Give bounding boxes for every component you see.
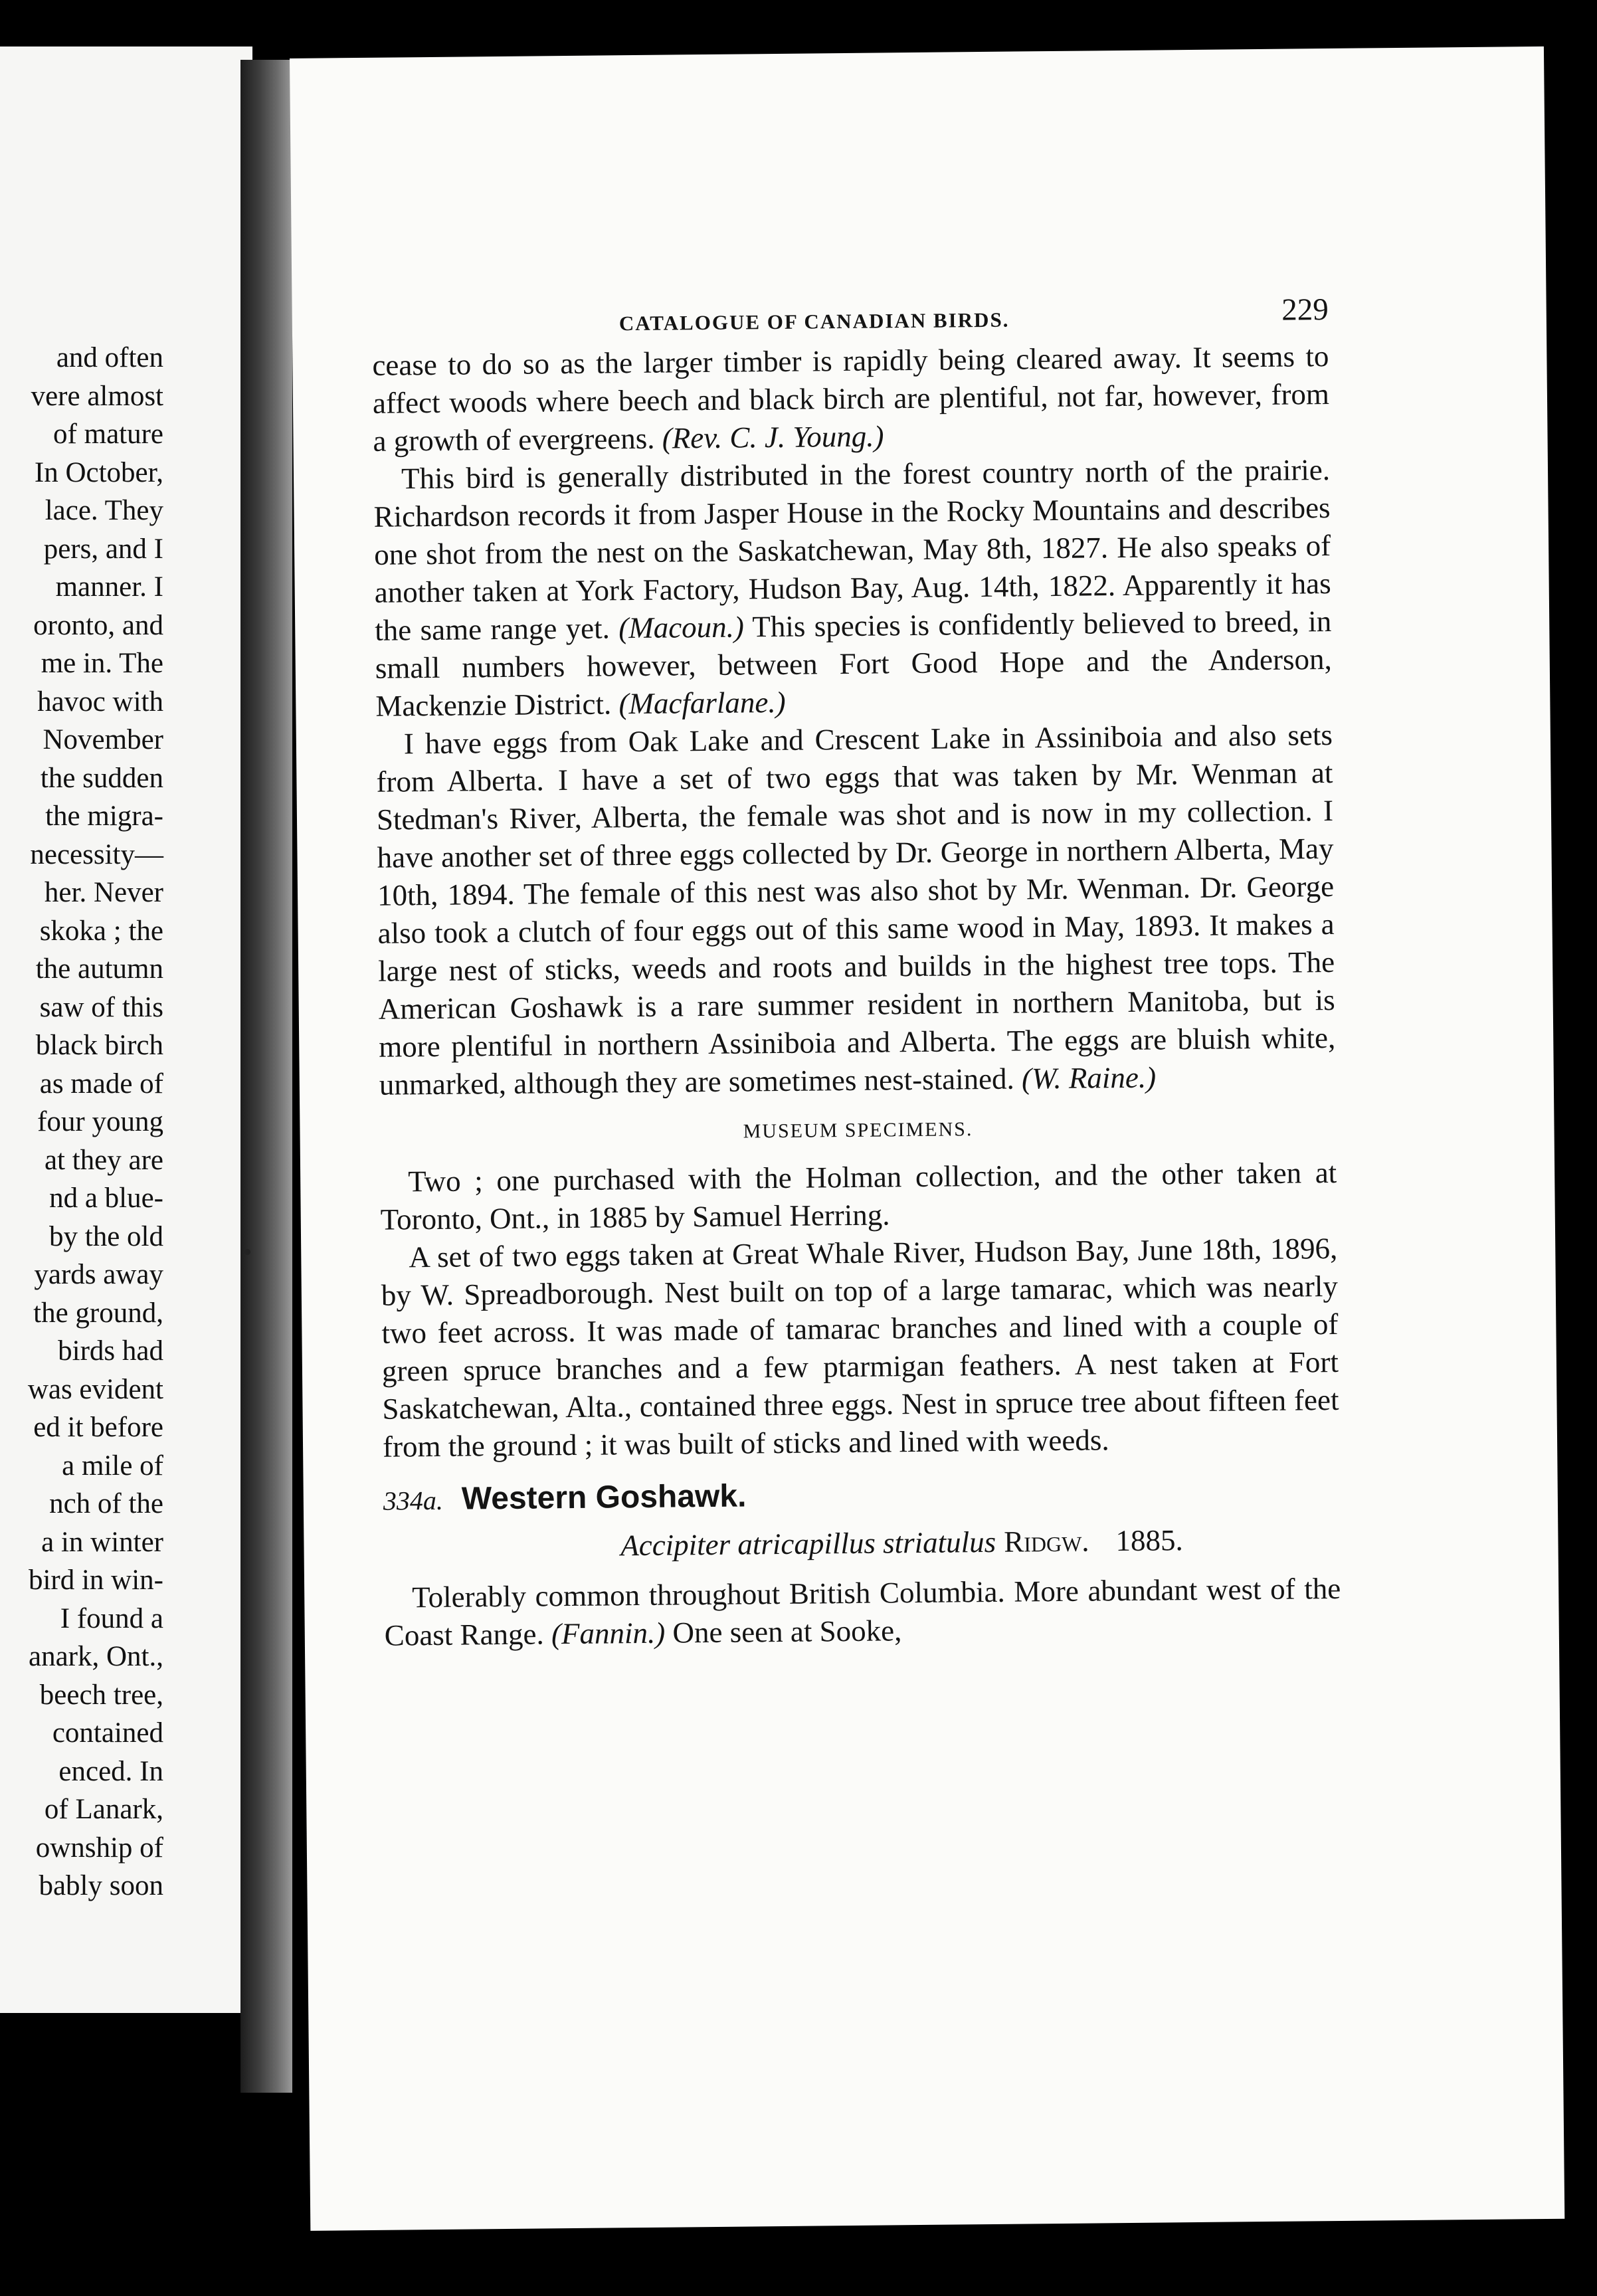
left-page-line: oronto, and xyxy=(33,609,163,641)
left-page-line: I found a xyxy=(60,1602,163,1634)
left-page-line: manner. I xyxy=(55,571,163,603)
book-gutter-shadow xyxy=(240,60,292,2093)
paragraph-text: A set of two eggs taken at Great Whale River, Hudson Bay, June 18th, 1896, by W. Spreadborough. Nest built on top of a large tamarac, which was nearly two feet across. It was made of tamarac branches and lined with a couple of green spruce branches and a few ptarmigan feathers. A nest taken at Fort Saskatchewan, Alta., contained three eggs. Nest in spruce tree about fifteen feet from the ground ; it was built of sticks and lined with weeds. xyxy=(381,1231,1339,1464)
paragraph-text: Tolerably common throughout British Columbia. More abundant west of the Coast Range. xyxy=(384,1571,1341,1652)
left-page-line: as made of xyxy=(39,1068,163,1100)
paragraph-text: cease to do so as the larger timber is rapidly being cleared away. It seems to affect woods where beech and black birch are plentiful, not far, however, from a growth of evergreens. xyxy=(372,339,1330,458)
left-page-line: birds had xyxy=(58,1335,163,1367)
right-page xyxy=(290,47,1564,2231)
authority-year: 1885. xyxy=(1115,1523,1183,1558)
page-number: 229 xyxy=(1281,292,1329,328)
paragraph-text: Two ; one purchased with the Holman collection, and the other taken at Toronto, Ont., in 1885 by Samuel Herring. xyxy=(380,1155,1337,1236)
left-page-line: me in. The xyxy=(41,648,163,679)
left-page-line: at they are xyxy=(44,1144,163,1176)
left-page-line: nch of the xyxy=(49,1488,163,1519)
left-page-line: her. Never xyxy=(44,877,163,908)
left-page-line: was evident xyxy=(27,1373,163,1405)
left-page-line: and often xyxy=(56,342,163,373)
scientific-name: Accipiter atricapillus striatulus xyxy=(620,1525,996,1563)
left-page-line: black birch xyxy=(35,1030,163,1061)
paragraph-text: One seen at Sooke, xyxy=(672,1614,902,1650)
running-head: CATALOGUE OF CANADIAN BIRDS. xyxy=(618,308,1010,335)
left-page-line: the sudden xyxy=(40,762,163,794)
left-page-line: bably soon xyxy=(39,1870,163,1901)
paragraph-distribution xyxy=(373,451,1333,725)
left-page-line: lace. They xyxy=(45,495,163,526)
left-page-line: anark, Ont., xyxy=(29,1641,163,1672)
paragraph-text: I have eggs from Oak Lake and Crescent Lake in Assiniboia and also sets from Alberta. I have a set of two eggs that was taken by Mr. Wenman at Stedman's River, Alberta, the female was shot and is now in my collection. I have another set of three eggs collected by Dr. George in northern Alberta, May 10th, 1894. The female of this nest was also shot by Mr. Wenman. Dr. George also took a clutch of four eggs out of this same wood in May, 1893. It makes a large nest of sticks, weeds and roots and builds in the highest tree tops. The American Goshawk is a rare summer resident in northern Manitoba, but is more plentiful in northern Assiniboia and Alberta. The eggs are bluish white, unmarked, although they are sometimes nest-stained. xyxy=(376,718,1336,1101)
left-page-line: contained xyxy=(52,1717,163,1749)
paragraph-specimens xyxy=(380,1154,1337,1239)
left-page-line: necessity— xyxy=(30,838,163,870)
species-heading xyxy=(383,1472,1341,1520)
citation: (W. Raine.) xyxy=(1021,1060,1157,1096)
left-page-line: November xyxy=(43,724,163,755)
left-page-line: enced. In xyxy=(58,1755,163,1787)
left-page-text xyxy=(0,339,163,1905)
left-page-line: a mile of xyxy=(62,1450,163,1482)
paragraph-text: This bird is generally distributed in the forest country north of the prairie. Richardson records it from Jasper House in the Rocky Mountains and describes one shot from the nest on the Saskatchewan, May 8th, 1827. He also speaks of another taken at York Factory, Hudson Bay, Aug. 14th, 1822. Apparently it has the same range yet. xyxy=(373,452,1331,647)
paragraph-text: This species is confidently believed to breed, in small numbers however, between Fort Good Hope and the Anderson, Mackenzie District. xyxy=(375,604,1332,723)
left-page-line: beech tree, xyxy=(39,1679,163,1711)
left-page-line: of mature xyxy=(53,419,163,450)
citation: (Macoun.) xyxy=(618,610,745,645)
left-page-line: havoc with xyxy=(37,686,163,718)
species-number: 334a. xyxy=(383,1485,444,1516)
left-page-line: the migra- xyxy=(45,801,163,832)
citation: (Macfarlane.) xyxy=(618,685,786,721)
left-page-line: ed it before xyxy=(33,1412,163,1443)
authority: Ridgw. xyxy=(1003,1524,1089,1559)
page-text-block xyxy=(371,291,1341,1655)
citation: (Fannin.) xyxy=(551,1616,666,1651)
paragraph-western-goshawk xyxy=(384,1570,1341,1655)
left-page-line: by the old xyxy=(49,1220,163,1252)
left-page-line: a in winter xyxy=(41,1526,163,1558)
museum-specimens-heading: MUSEUM SPECIMENS. xyxy=(743,1118,973,1143)
left-page-line: ownship of xyxy=(35,1832,163,1864)
left-page-line: saw of this xyxy=(39,991,163,1023)
left-page-line: the ground, xyxy=(33,1297,163,1329)
left-page-line: yards away xyxy=(34,1259,163,1290)
left-page-line: In October, xyxy=(34,456,163,488)
left-page-line: vere almost xyxy=(31,380,163,412)
paragraph-egg-set xyxy=(381,1230,1339,1466)
paragraph-eggs xyxy=(376,716,1336,1104)
left-page-line: skoka ; the xyxy=(39,915,163,947)
species-name: Western Goshawk. xyxy=(461,1478,747,1517)
left-page-line: of Lanark, xyxy=(44,1794,163,1825)
citation: (Rev. C. J. Young.) xyxy=(662,419,884,455)
left-page-line: pers, and I xyxy=(43,533,163,565)
left-page-fragment xyxy=(0,47,252,2013)
scientific-name-line xyxy=(383,1520,1340,1567)
page-header xyxy=(371,291,1329,347)
page-mark xyxy=(244,1249,250,1255)
left-page-line: bird in win- xyxy=(28,1565,163,1596)
paragraph-continued xyxy=(372,337,1330,460)
left-page-line: the autumn xyxy=(35,953,163,985)
left-page-line: nd a blue- xyxy=(49,1183,163,1214)
left-page-line: four young xyxy=(37,1106,163,1137)
